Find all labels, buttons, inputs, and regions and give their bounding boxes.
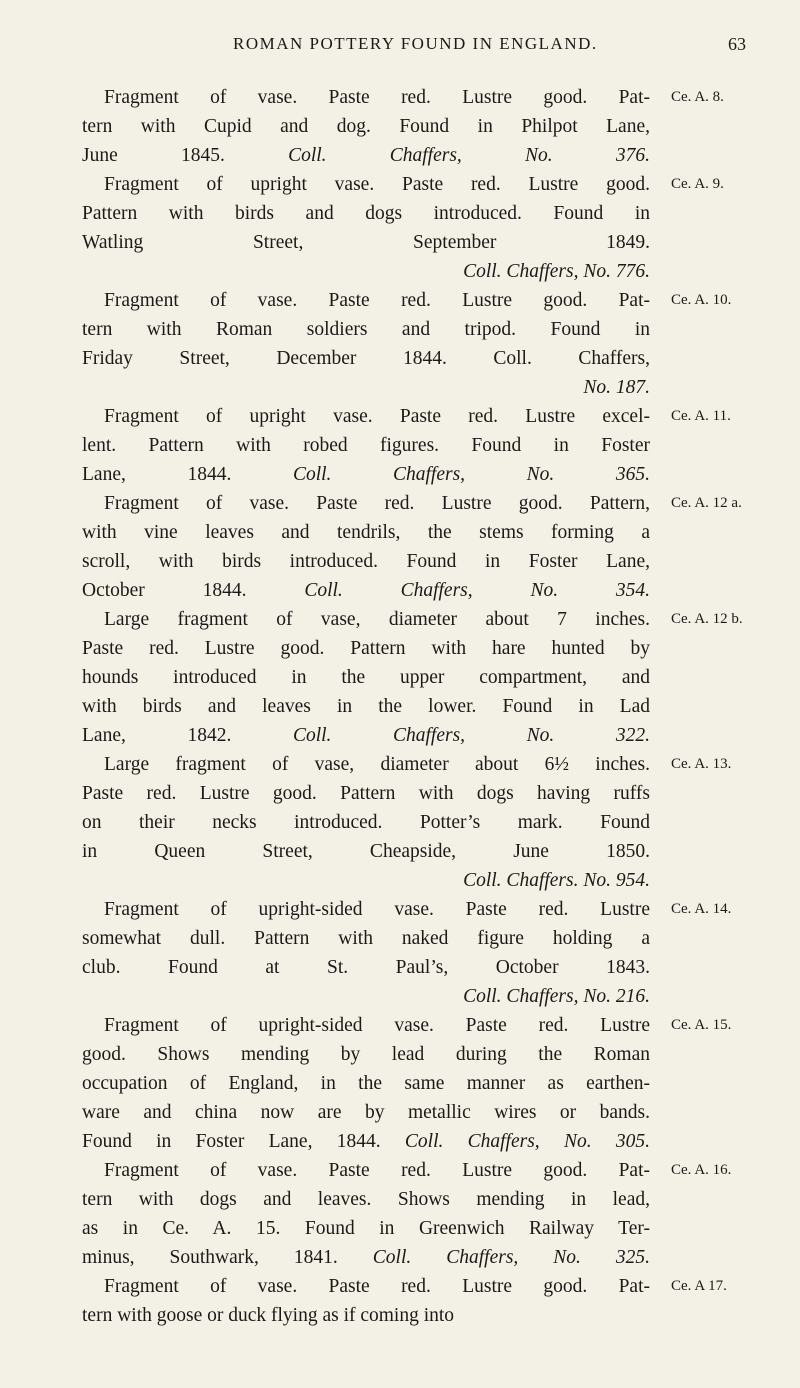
catalogue-entry	[82, 1272, 727, 1330]
collection-line	[82, 1243, 650, 1272]
collection-reference: Coll. Chaffers, No. 354.	[304, 580, 651, 601]
catalogue-entries	[82, 83, 743, 1330]
collection-line	[82, 982, 650, 1011]
find-details: October 1844.	[82, 580, 247, 601]
find-details: minus, Southwark, 1841.	[82, 1247, 338, 1268]
collection-line	[82, 1127, 650, 1156]
text-line: Fragment of upright vase. Paste red. Lustre excel-	[104, 406, 650, 427]
page-number: 63	[728, 34, 746, 54]
text-line: Fragment of vase. Paste red. Lustre good. Pat-	[104, 290, 650, 311]
find-details: June 1845.	[82, 145, 225, 166]
text-line: lent. Pattern with robed figures. Found in Foster	[82, 435, 650, 456]
collection-line	[82, 141, 650, 170]
text-line: on their necks introduced. Potter’s mark. Found	[82, 812, 650, 833]
margin-reference: Ce. A. 15.	[671, 1017, 732, 1033]
text-line: somewhat dull. Pattern with naked figure holding a	[82, 928, 650, 949]
text-line: with birds and leaves in the lower. Found in Lad	[82, 696, 650, 717]
text-line: as in Ce. A. 15. Found in Greenwich Railway Ter-	[82, 1218, 650, 1239]
collection-reference: Coll. Chaffers, No. 322.	[292, 725, 651, 746]
text-line: Large fragment of vase, diameter about 6½ inches.	[104, 754, 650, 775]
catalogue-entry	[82, 83, 724, 170]
catalogue-entry	[82, 489, 742, 605]
text-line: club. Found at St. Paul’s, October 1843.	[82, 957, 650, 978]
text-line: good. Shows mending by lead during the Roman	[82, 1044, 650, 1065]
running-title: ROMAN POTTERY FOUND IN ENGLAND.	[233, 34, 598, 53]
catalogue-entry	[82, 1011, 732, 1156]
collection-reference: Coll. Chaffers, No. 305.	[404, 1131, 651, 1152]
text-line: hounds introduced in the upper compartment, and	[82, 667, 650, 688]
text-line: Fragment of upright vase. Paste red. Lustre good.	[104, 174, 650, 195]
catalogue-entry	[82, 750, 732, 895]
text-line: tern with Roman soldiers and tripod. Found in	[82, 319, 650, 340]
collection-line	[82, 721, 650, 750]
find-details: Lane, 1844.	[82, 464, 232, 485]
text-line: Watling Street, September 1849.	[82, 232, 650, 253]
catalogue-entry	[82, 402, 731, 489]
text-line: Fragment of upright-sided vase. Paste red. Lustre	[104, 1015, 650, 1036]
margin-reference: Ce. A. 14.	[671, 901, 732, 917]
margin-reference: Ce. A. 16.	[671, 1162, 732, 1178]
find-details: Lane, 1842.	[82, 725, 232, 746]
find-details: Found in Foster Lane, 1844.	[82, 1131, 381, 1152]
text-line: tern with Cupid and dog. Found in Philpot Lane,	[82, 116, 650, 137]
margin-reference: Ce. A. 8.	[671, 89, 724, 105]
text-line: Paste red. Lustre good. Pattern with dogs having ruffs	[82, 783, 650, 804]
collection-reference: Coll. Chaffers. No. 954.	[463, 870, 650, 891]
collection-reference: Coll. Chaffers, No. 216.	[463, 986, 650, 1007]
text-line: Fragment of vase. Paste red. Lustre good. Pat-	[104, 87, 650, 108]
text-line: Paste red. Lustre good. Pattern with hare hunted by	[82, 638, 650, 659]
text-line: ware and china now are by metallic wires or bands.	[82, 1102, 650, 1123]
collection-reference: Coll. Chaffers, No. 365.	[292, 464, 651, 485]
text-line: tern with goose or duck flying as if coming into	[82, 1305, 455, 1326]
collection-reference: Coll. Chaffers, No. 376.	[288, 145, 650, 166]
text-line: Pattern with birds and dogs introduced. Found in	[82, 203, 650, 224]
margin-reference: Ce. A. 12 a.	[671, 495, 742, 511]
collection-line	[82, 576, 650, 605]
text-line: in Queen Street, Cheapside, June 1850.	[82, 841, 650, 862]
text-line: scroll, with birds introduced. Found in Foster Lane,	[82, 551, 650, 572]
text-line: Fragment of vase. Paste red. Lustre good. Pattern,	[104, 493, 650, 514]
margin-reference: Ce. A. 12 b.	[671, 611, 743, 627]
collection-line	[82, 257, 650, 286]
collection-line	[82, 373, 650, 402]
text-line: Large fragment of vase, diameter about 7 inches.	[104, 609, 650, 630]
catalogue-entry	[82, 170, 724, 286]
catalogue-entry	[82, 605, 743, 750]
running-head	[0, 34, 800, 60]
margin-reference: Ce. A. 10.	[671, 292, 732, 308]
catalogue-entry	[82, 1156, 732, 1272]
catalogue-entry	[82, 286, 732, 402]
margin-reference: Ce. A 17.	[671, 1278, 727, 1294]
margin-reference: Ce. A. 13.	[671, 756, 732, 772]
margin-reference: Ce. A. 9.	[671, 176, 724, 192]
text-line: Fragment of upright-sided vase. Paste red. Lustre	[104, 899, 650, 920]
text-line: tern with dogs and leaves. Shows mending in lead,	[82, 1189, 650, 1210]
text-line: with vine leaves and tendrils, the stems forming a	[82, 522, 650, 543]
collection-line	[82, 460, 650, 489]
text-line: Fragment of vase. Paste red. Lustre good. Pat-	[104, 1276, 650, 1297]
text-line: Fragment of vase. Paste red. Lustre good. Pat-	[104, 1160, 650, 1181]
collection-reference: Coll. Chaffers, No. 325.	[372, 1247, 651, 1268]
collection-line	[82, 866, 650, 895]
margin-reference: Ce. A. 11.	[671, 408, 731, 424]
catalogue-entry	[82, 895, 732, 1011]
text-line: Friday Street, December 1844. Coll. Chaffers,	[82, 348, 650, 369]
text-line: occupation of England, in the same manner as earthen-	[82, 1073, 650, 1094]
collection-reference: Coll. Chaffers, No. 776.	[463, 261, 650, 282]
collection-reference: No. 187.	[583, 377, 650, 398]
